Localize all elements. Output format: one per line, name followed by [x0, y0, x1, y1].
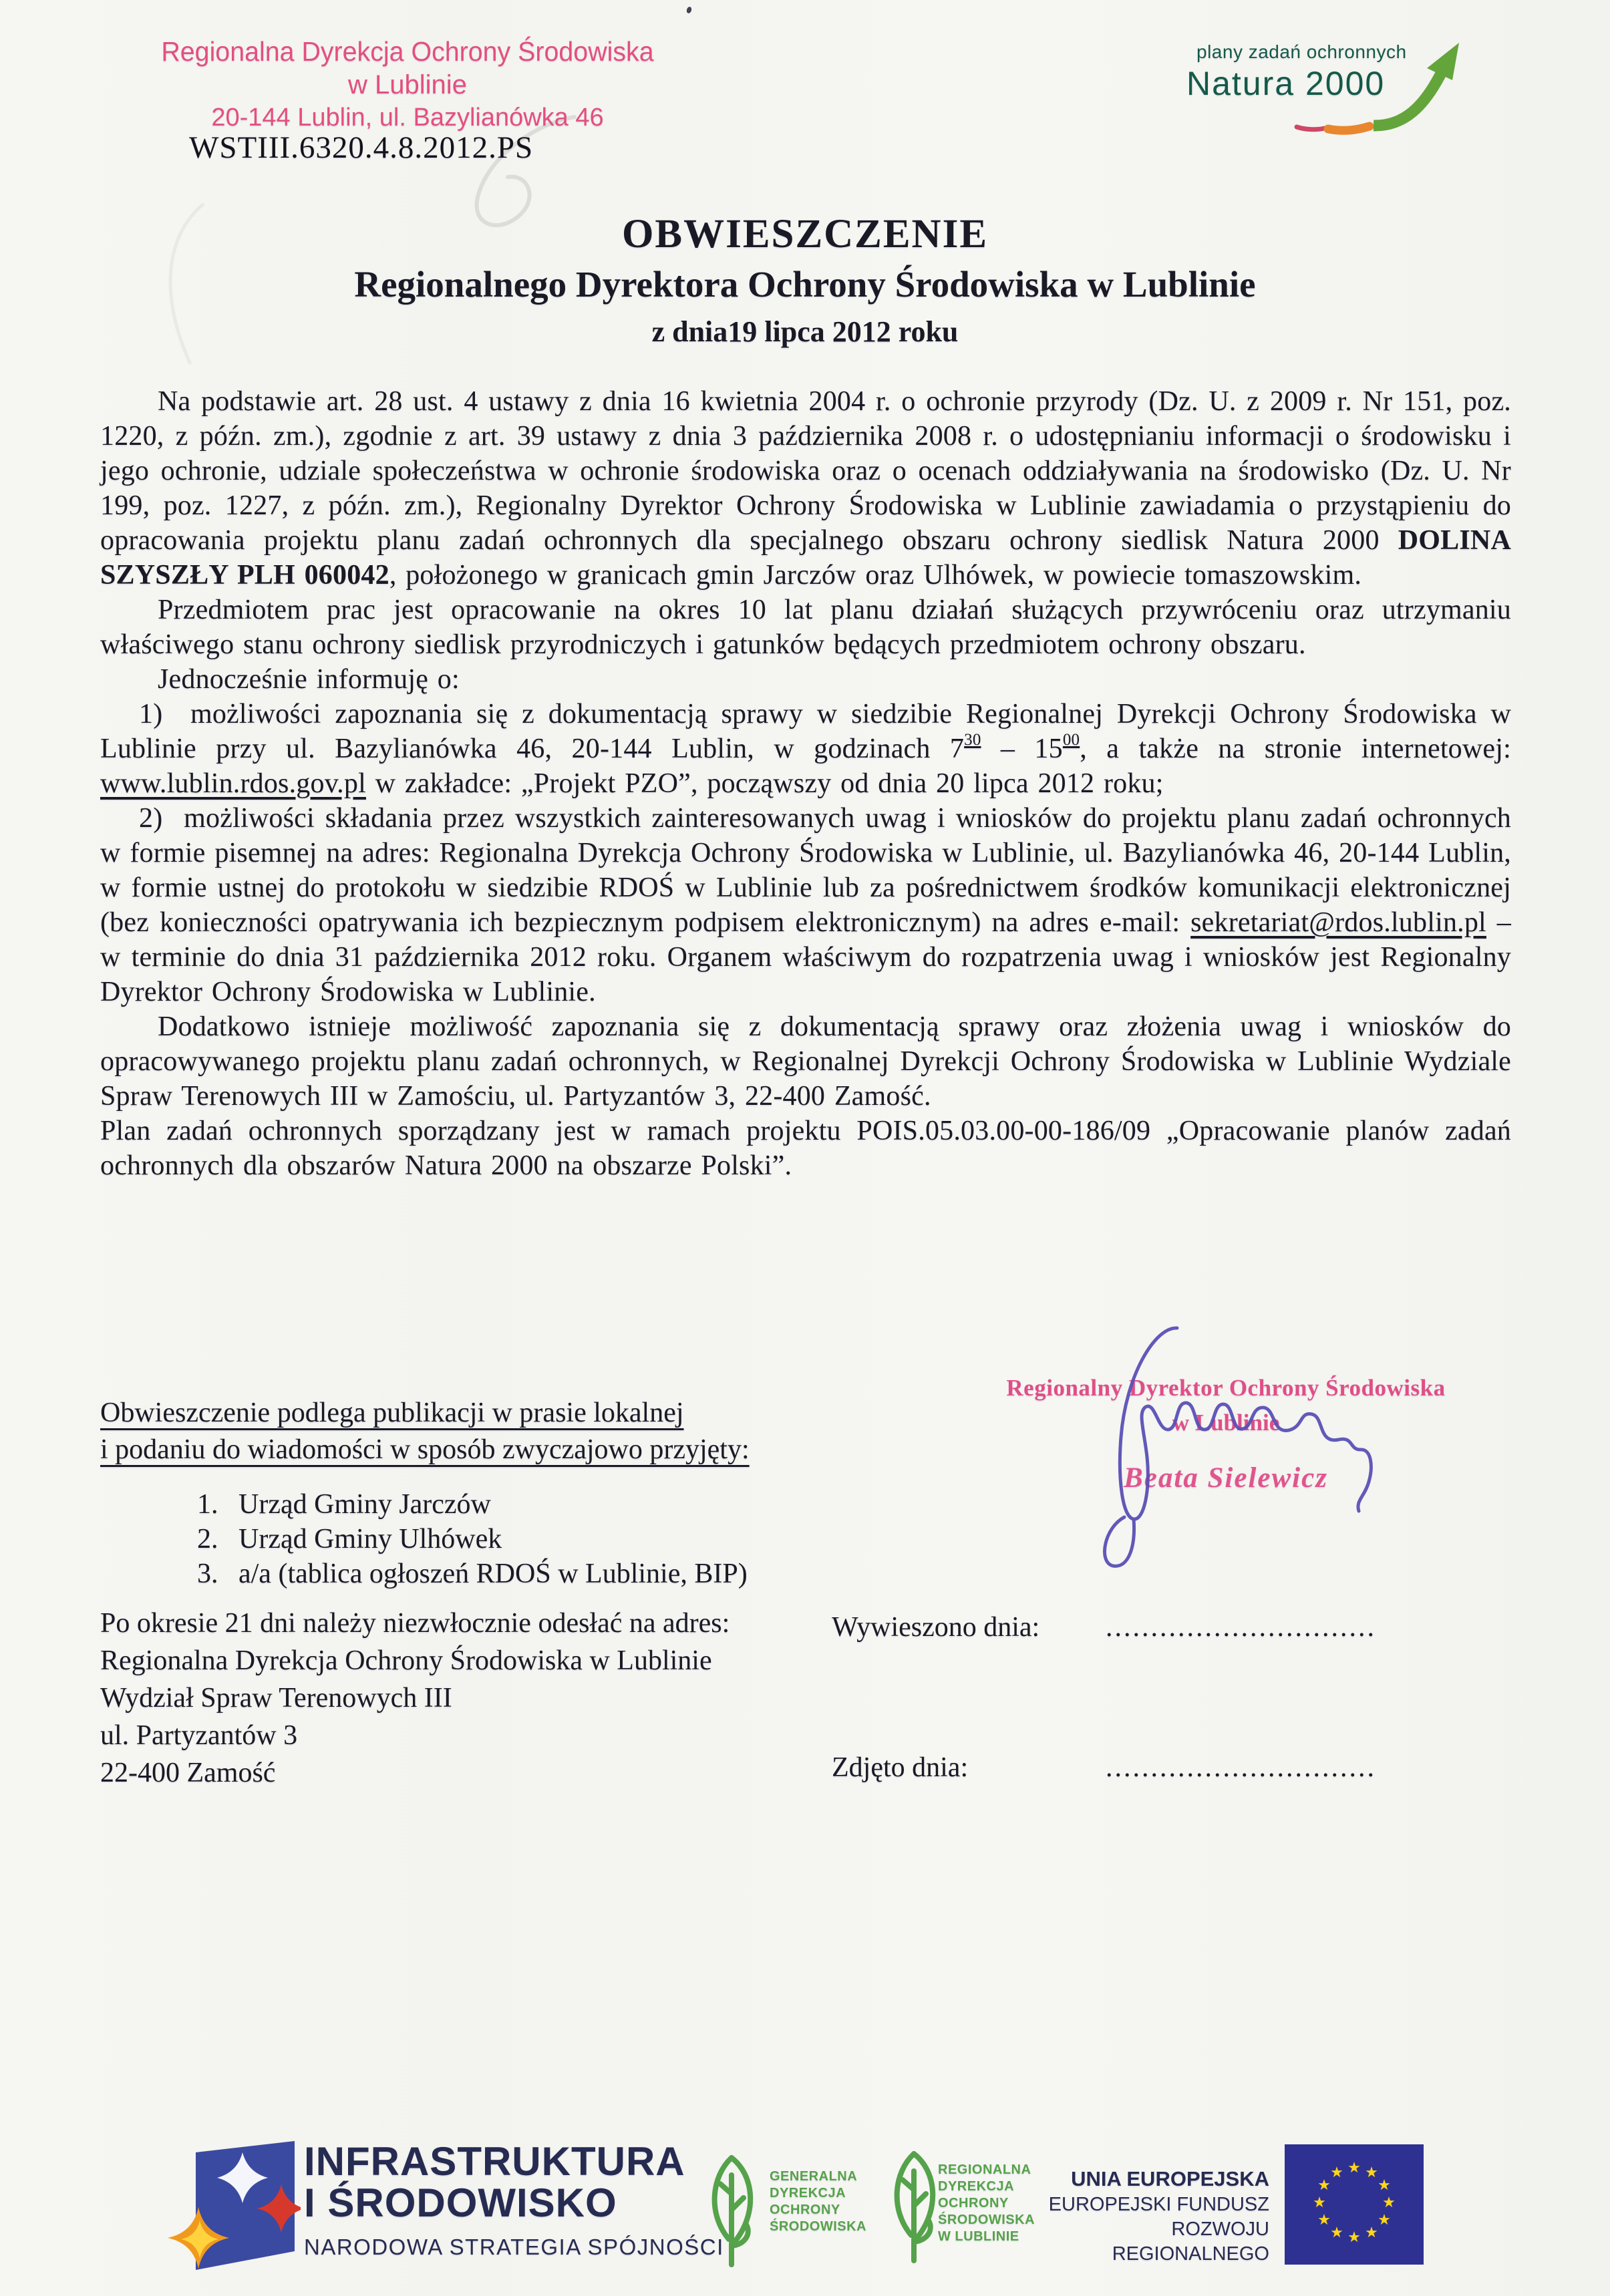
svg-text:★: ★	[1330, 2164, 1343, 2181]
removed-date-row	[832, 1752, 1466, 1784]
gdos-line: DYREKCJA	[770, 2186, 846, 2200]
removed-date-blank: ..............................	[1106, 1752, 1376, 1783]
publication-heading-1: Obwieszczenie podlega publikacji w prasie lokalnej	[100, 1398, 684, 1428]
eu-title: UNIA EUROPEJSKA	[1071, 2167, 1269, 2190]
return-address-note	[100, 1605, 802, 1792]
case-number: WSTIII.6320.4.8.2012.PS	[189, 130, 534, 165]
handwritten-signature	[1002, 1313, 1390, 1594]
site-name-bold: DOLINA SZYSZŁY PLH 060042	[100, 525, 1511, 591]
natura-brand: Natura 2000	[1186, 65, 1386, 102]
rdos-logo-text	[938, 2162, 1035, 2245]
sender-address-stamp	[137, 35, 678, 134]
stamp-city-line: w Lublinie	[1172, 1410, 1280, 1436]
return-line-1: Po okresie 21 dni należy niezwłocznie odesłać na adres:	[100, 1608, 730, 1639]
rdos-leaf-icon	[880, 2148, 947, 2265]
infrastructure-flag-icon	[157, 2136, 301, 2277]
item2-text-end: – w terminie do dnia 31 października 2012 roku. Organem właściwym do rozpatrzenia uwag i wniosków jest Regionalny Dyrektor Ochrony Środowiska w Lublinie.	[100, 907, 1512, 1007]
paragraph-legal-basis	[100, 384, 1511, 593]
p1-text: Na podstawie art. 28 ust. 4 ustawy z dnia 16 kwietnia 2004 r. o ochronie przyrody (Dz. U. z 2009 r. Nr 151, poz. 1220, z późn. zm.), zgodnie z art. 39 ustawy z dnia 3 października 2008 r. o udostępnianiu informacji o środowisku i jego ochronie, udziale społeczeństwa w ochronie środowiska oraz o ocenach oddziaływania na środowisko (Dz. U. Nr 199, poz. 1227, z późn. zm.), Regionalny Dyrektor Ochrony Środowiska w Lublinie zawiadamia o przystąpieniu do opracowania projektu planu zadań ochronnych dla specjalnego obszaru ochrony siedlisk Natura 2000	[100, 386, 1511, 556]
website-link[interactable]: www.lublin.rdos.gov.pl	[100, 768, 366, 799]
infrastructure-title-1: INFRASTRUKTURA	[304, 2139, 685, 2184]
infrastructure-title-2: I ŚRODOWISKO	[304, 2180, 617, 2225]
email-link[interactable]: sekretariat@rdos.lublin.pl	[1190, 907, 1486, 938]
item-number: 1.	[197, 1489, 218, 1520]
return-line-4: ul. Partyzantów 3	[100, 1720, 298, 1751]
sender-line-1: Regionalna Dyrekcja Ochrony Środowiska	[161, 36, 654, 67]
item1-dash: – 15	[981, 733, 1063, 764]
document-title-block	[0, 211, 1610, 349]
hours-superscript-00: 00	[1062, 731, 1080, 749]
list-item-1	[100, 697, 1511, 801]
gdos-line: ŚRODOWISKA	[770, 2219, 866, 2234]
svg-text:★: ★	[1317, 2212, 1331, 2229]
rdos-line: OCHRONY	[938, 2196, 1009, 2210]
eu-fund-line-1: EUROPEJSKI FUNDUSZ	[1048, 2194, 1269, 2215]
sender-line-2: w Lublinie	[348, 70, 467, 100]
item-number: 2.	[197, 1524, 218, 1554]
item1-text-end: w zakładce: „Projekt PZO”, począwszy od dnia 20 lipca 2012 roku;	[365, 768, 1164, 799]
paragraph-project: Plan zadań ochronnych sporządzany jest w ramach projektu POIS.05.03.00-00-186/09 „Opracowanie planów zadań ochronnych dla obszarów Natura 2000 na obszarze Polski”.	[100, 1116, 1511, 1181]
svg-text:★: ★	[1330, 2225, 1343, 2241]
posted-date-label: Wywieszono dnia:	[832, 1612, 1040, 1643]
natura-2000-logo	[1182, 37, 1563, 141]
removed-date-label: Zdjęto dnia:	[832, 1752, 969, 1783]
title-date: z dnia19 lipca 2012 roku	[651, 315, 959, 348]
item2-text: 2) możliwości składania przez wszystkich zainteresowanych uwag i wniosków do projektu planu zadań ochronnych w formie pisemnej na adres: Regionalna Dyrekcja Ochrony Środowiska w Lublinie, ul. Bazylianówka 46, 20-144 Lublin, w formie ustnej do protokołu w siedzibie RDOŚ w Lublinie lub za pośrednictwem środków komunikacji elektronicznej (bez konieczności opatrywania ich bezpiecznym podpisem elektronicznym) na adres e-mail:	[100, 803, 1511, 938]
item-label: Urząd Gminy Jarczów	[238, 1489, 491, 1520]
gdos-line: GENERALNA	[770, 2169, 858, 2184]
list-item-2	[100, 801, 1511, 1009]
return-line-2: Regionalna Dyrekcja Ochrony Środowiska w Lublinie	[100, 1645, 712, 1676]
infrastructure-subtitle: NARODOWA STRATEGIA SPÓJNOŚCI	[304, 2235, 724, 2259]
title-kind: OBWIESZCZENIE	[621, 212, 989, 257]
svg-text:★: ★	[1317, 2177, 1331, 2194]
publication-list	[100, 1487, 868, 1591]
gdos-logo-text	[770, 2168, 866, 2235]
item1-text: 1) możliwości zapoznania się z dokumentacją sprawy w siedzibie Regionalnej Dyrekcji Ochrony Środowiska w Lublinie przy ul. Bazylianówka 46, 20-144 Lublin, w godzinach 7	[100, 699, 1511, 764]
rdos-line: ŚRODOWISKA	[938, 2212, 1035, 2227]
svg-text:★: ★	[1365, 2225, 1378, 2241]
item-number: 3.	[197, 1559, 218, 1589]
posted-date-blank: ..............................	[1106, 1612, 1376, 1643]
return-line-3: Wydział Spraw Terenowych III	[100, 1683, 452, 1713]
posted-date-row	[832, 1611, 1466, 1643]
sender-line-3: 20-144 Lublin, ul. Bazylianówka 46	[211, 104, 604, 132]
item1-text-2: , a także na stronie internetowej:	[1080, 733, 1511, 764]
paragraph-subject: Przedmiotem prac jest opracowanie na okres 10 lat planu działań służących przywróceniu oraz utrzymaniu właściwego stanu ochrony siedlisk przyrodniczych i gatunków będących przedmiotem ochrony obszaru.	[100, 595, 1511, 660]
svg-text:★: ★	[1378, 2212, 1391, 2229]
paragraph-additional: Dodatkowo istnieje możliwość zapoznania się z dokumentacją sprawy oraz złożenia uwag i wniosków do opracowywanego projektu planu zadań ochronnych, w Regionalnej Dyrekcji Ochrony Środowiska w Lublinie Wydziale Spraw Terenowych III w Zamościu, ul. Partyzantów 3, 22-400 Zamość.	[100, 1011, 1511, 1112]
paragraph-inform: Jednocześnie informuję o:	[158, 664, 460, 695]
publication-heading-2: i podaniu do wiadomości w sposób zwyczajowo przyjęty:	[100, 1434, 750, 1465]
eu-logo-text	[1022, 2166, 1269, 2267]
hours-superscript-30: 30	[964, 731, 981, 749]
item-label: a/a (tablica ogłoszeń RDOŚ w Lublinie, BIP)	[238, 1559, 748, 1589]
document-body	[100, 384, 1511, 1183]
return-line-5: 22-400 Zamość	[100, 1758, 276, 1788]
item-label: Urząd Gminy Ulhówek	[238, 1524, 502, 1554]
rdos-line: W LUBLINIE	[938, 2229, 1019, 2244]
publication-block	[100, 1395, 868, 1591]
svg-text:★: ★	[1382, 2194, 1396, 2211]
title-authority: Regionalnego Dyrektora Ochrony Środowiska w Lublinie	[354, 264, 1256, 305]
svg-text:★: ★	[1347, 2160, 1361, 2176]
svg-text:★: ★	[1313, 2194, 1326, 2211]
publication-item	[197, 1487, 868, 1522]
signer-name: Beata Sielewicz	[1124, 1462, 1328, 1494]
publication-item	[197, 1522, 868, 1556]
publication-item	[197, 1556, 868, 1591]
svg-text:★: ★	[1347, 2229, 1361, 2246]
eu-flag-icon	[1285, 2144, 1424, 2265]
stamp-title-line: Regionalny Dyrektor Ochrony Środowiska	[1006, 1375, 1446, 1401]
p1-text-end: , położonego w granicach gmin Jarczów oraz Ulhówek, w powiecie tomaszowskim.	[389, 560, 1362, 591]
svg-text:★: ★	[1365, 2164, 1378, 2181]
eu-fund-line-2: ROZWOJU REGIONALNEGO	[1112, 2219, 1269, 2265]
rdos-line: REGIONALNA	[938, 2162, 1031, 2177]
natura-tagline: plany zadań ochronnych	[1196, 41, 1407, 62]
scan-dust-speck	[686, 6, 693, 14]
rdos-line: DYREKCJA	[938, 2179, 1015, 2194]
gdos-leaf-icon	[698, 2152, 765, 2269]
gdos-line: OCHRONY	[770, 2202, 840, 2217]
svg-text:★: ★	[1378, 2177, 1391, 2194]
infrastructure-logo-text	[304, 2141, 724, 2260]
